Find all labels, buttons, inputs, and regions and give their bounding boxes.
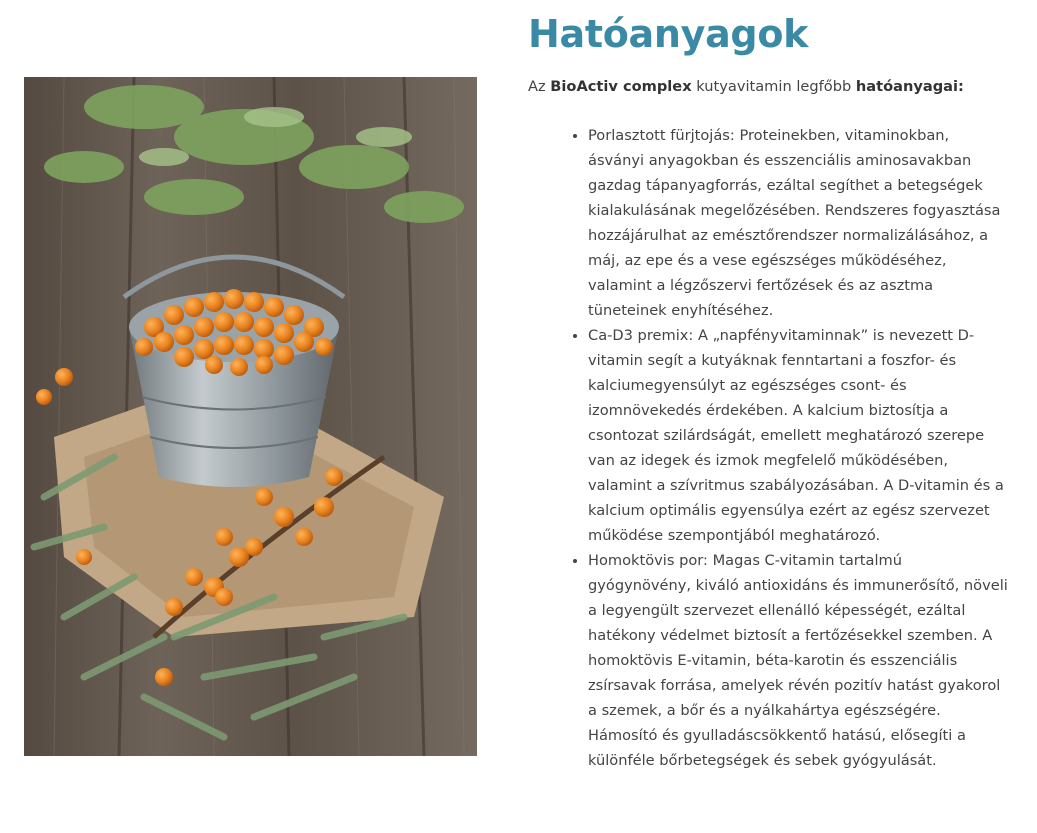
intro-highlight: hatóanyagai: [855, 78, 964, 95]
ingredient-list [528, 123, 1008, 773]
intro-text [528, 74, 1008, 99]
brand-name: BioActiv complex [550, 78, 692, 95]
ingredients-section [528, 10, 1008, 773]
section-title: Hatóanyagok [528, 12, 809, 56]
intro-prefix: Az [528, 78, 551, 95]
intro-middle: kutyavitamin legfőbb [691, 78, 856, 95]
ingredient-item: • Porlasztott fürjtojás: Proteinekben, vitaminokban, ásványi anyagokban és esszenciális aminosavakban gazdag tápanyagforrás, ezáltal segíthet a betegségek kialakulásának megelőzésében. Rendszeres fogyasztása hozzájárulhat az emésztőrendszer normalizálásához, a máj, az epe és a vese egészséges működéséhez, valamint a légzőszervi fertőzések és az asztma tüneteinek enyhítéséhez. [588, 123, 1008, 323]
ingredient-item: • Ca-D3 premix: A „napfényvitaminnak” is nevezett D-vitamin segít a kutyáknak fenntartani a foszfor- és kalciumegyensúlyt az egészséges csont- és izomnövekedés érdekében. A kalcium biztosítja a csontozat szilárdságát, emellett meghatározó szerepe van az idegek és izmok megfelelő működésében, valamint a szívritmus szabályozásában. A D-vitamin és a kalcium optimális egyensúlya ezért az egész szervezet működése szempontjából meghatározó. [588, 323, 1008, 548]
sea-buckthorn-bucket-photo [24, 77, 477, 756]
product-photo [24, 77, 477, 756]
ingredient-item: • Homoktövis por: Magas C-vitamin tartalmú gyógynövény, kiváló antioxidáns és immunerősítő, növeli a legyengült szervezet ellenálló képességét, ezáltal hatékony védelmet biztosít a fertőzésekkel szemben. A homoktövis E-vitamin, béta-karotin és esszenciális zsírsavak forrása, amelyek révén pozitív hatást gyakorol a szemek, a bőr és a nyálkahártya egészségére. Hámosító és gyulladáscsökkentő hatású, elősegíti a különféle bőrbetegségek és sebek gyógyulását. [588, 548, 1008, 773]
